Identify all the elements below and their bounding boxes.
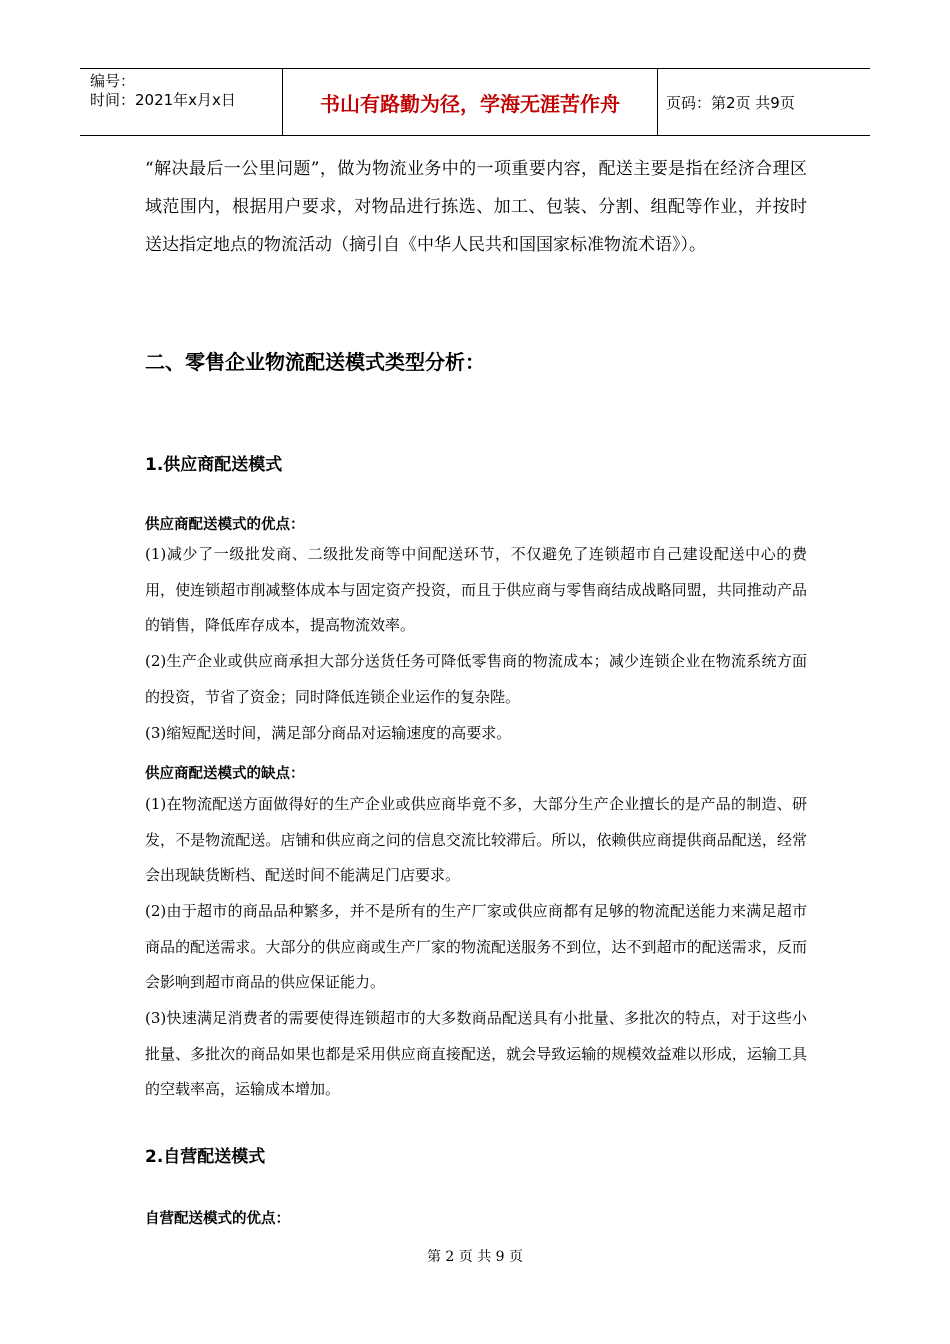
mode2-advantages-label: 自营配送模式的优点：	[145, 1211, 290, 1227]
mode1-advantage-1: (1)减少了一级批发商、二级批发商等中间配送环节，不仅避免了连锁超市自己建设配送中心的费用，使连锁超市削减整体成本与固定资产投资，而且于供应商与零售商结成战略同盟，共同推动产品的销售，降低库存成本，提高物流效率。	[145, 545, 807, 634]
header-meta	[80, 69, 283, 135]
header-motto: 书山有路勤为径，学海无涯苦作舟	[283, 69, 658, 135]
time-label: 时间：2021年x月x日	[90, 91, 236, 109]
mode1-heading: 1.供应商配送模式	[145, 455, 283, 475]
mode1-advantages-label: 供应商配送模式的优点：	[145, 517, 305, 533]
mode1-disadvantage-3: (3)快速满足消费者的需要使得连锁超市的大多数商品配送具有小批量、多批次的特点，对于这些小批量、多批次的商品如果也都是采用供应商直接配送，就会导致运输的规模效益难以形成，运输工具的空载率高，运输成本增加。	[145, 1009, 807, 1098]
intro-paragraph: “解决最后一公里问题”，做为物流业务中的一项重要内容，配送主要是指在经济合理区域范围内，根据用户要求，对物品进行拣选、加工、包装、分割、组配等作业，并按时送达指定地点的物流活动（摘引自《中华人民共和国国家标准物流术语》）。	[145, 159, 807, 255]
document-body	[145, 150, 807, 1227]
number-label: 编号：	[90, 72, 136, 90]
header-page-code: 页码：第2页 共9页	[666, 93, 795, 112]
mode1-disadvantage-1: (1)在物流配送方面做得好的生产企业或供应商毕竟不多，大部分生产企业擅长的是产品的制造、研发，不是物流配送。店铺和供应商之问的信息交流比较滞后。所以，依赖供应商提供商品配送，经常会出现缺货断档、配送时间不能满足门店要求。	[145, 795, 807, 884]
mode2-heading: 2.自营配送模式	[145, 1147, 266, 1167]
page-footer: 第 2 页 共 9 页	[426, 1249, 524, 1265]
mode1-disadvantages-label: 供应商配送模式的缺点：	[145, 766, 305, 782]
mode1-advantage-3: (3)缩短配送时间，满足部分商品对运输速度的高要求。	[145, 724, 512, 742]
mode1-disadvantage-2: (2)由于超市的商品品种繁多，并不是所有的生产厂家或供应商都有足够的物流配送能力来满足超市商品的配送需求。大部分的供应商或生产厂家的物流配送服务不到位，达不到超市的配送需求，反而会影响到超市商品的供应保证能力。	[145, 902, 807, 991]
section-heading: 二、零售企业物流配送模式类型分析：	[145, 350, 485, 374]
mode1-advantage-2: (2)生产企业或供应商承担大部分送货任务可降低零售商的物流成本；减少连锁企业在物流系统方面的投资，节省了资金；同时降低连锁企业运作的复杂陛。	[145, 652, 807, 706]
page-header	[80, 68, 870, 136]
